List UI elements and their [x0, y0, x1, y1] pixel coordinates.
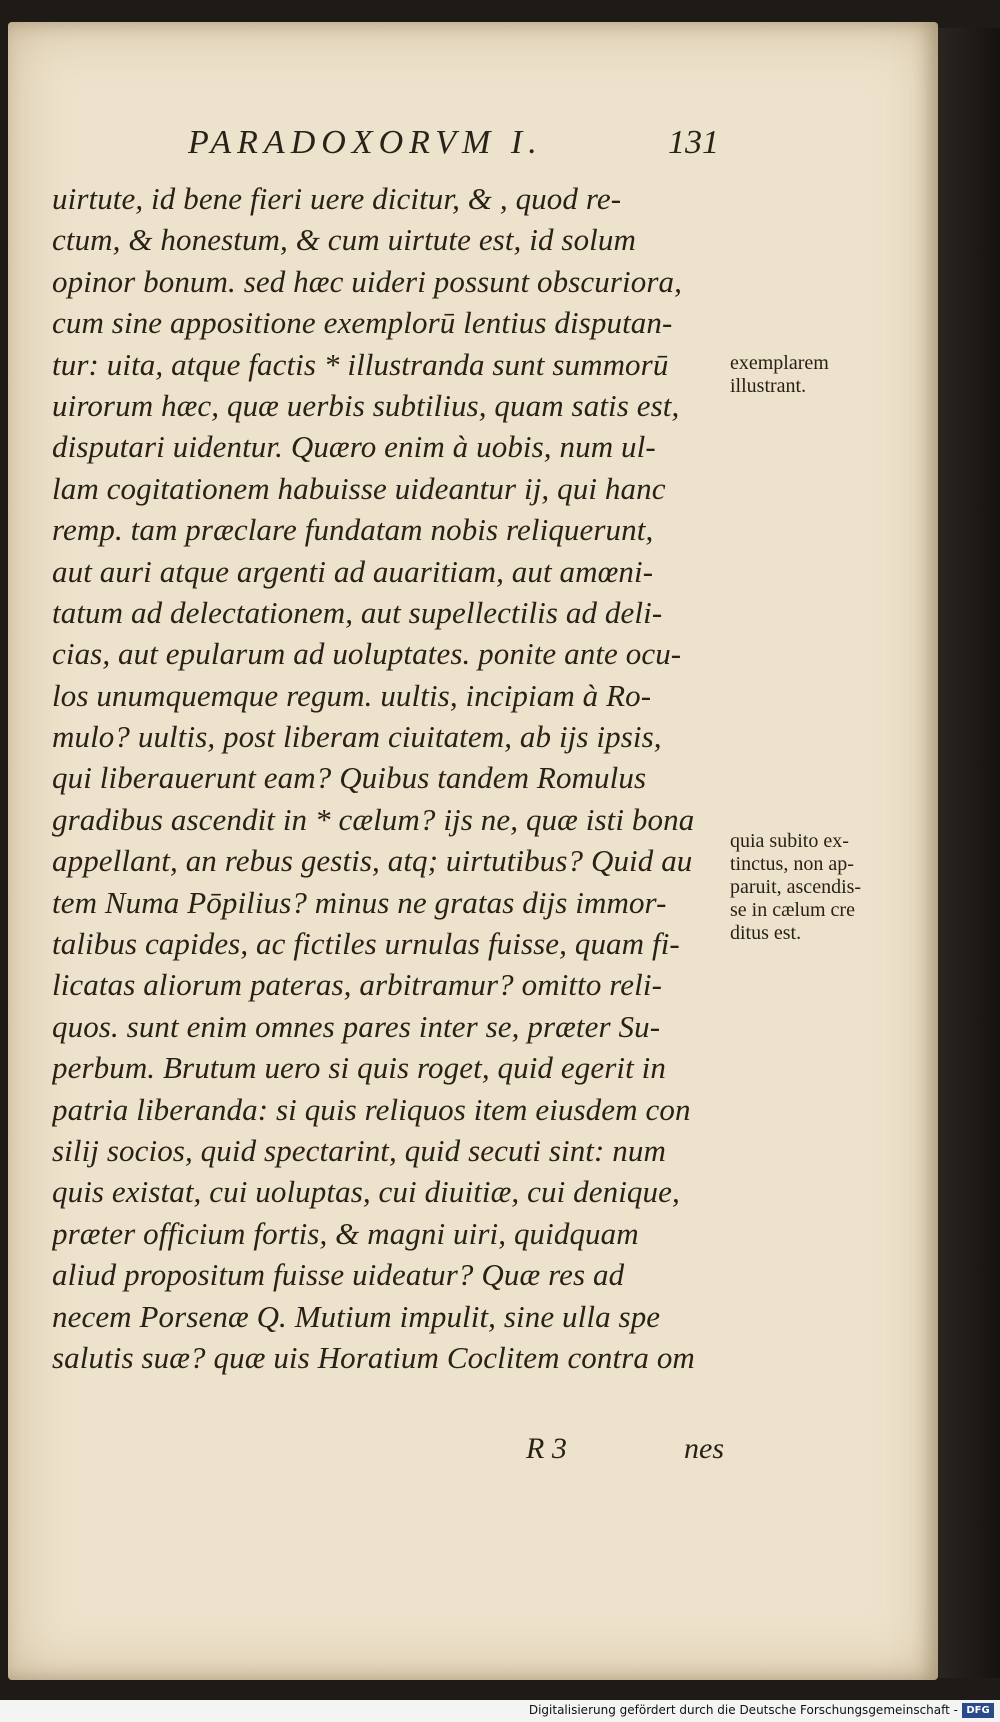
text-line: uirtute, id bene fieri uere dicitur, & , quod re-: [52, 181, 622, 216]
digitization-footer: [0, 1700, 1000, 1722]
margin-note: [730, 830, 930, 945]
text-line: silij socios, quid spectarint, quid secuti sint: num: [52, 1132, 666, 1168]
text-line: cias, aut epularum ad uoluptates. ponite ante ocu-: [52, 636, 682, 672]
text-line: præter officium fortis, & magni uiri, quidquam: [52, 1215, 639, 1251]
margin-note: [730, 352, 930, 398]
margin-note-line: se in cælum cre: [730, 899, 855, 921]
text-line: appellant, an rebus gestis, atq; uirtutibus? Quid au: [52, 843, 693, 879]
book-page: [8, 22, 938, 1680]
text-line: tatum ad delectationem, aut supellectilis ad deli-: [52, 594, 663, 630]
text-line: qui liberauerunt eam? Quibus tandem Romulus: [52, 760, 647, 796]
margin-note-line: tinctus, non ap-: [730, 853, 854, 875]
page-number: 131: [668, 124, 719, 161]
margin-note-line: illustrant.: [730, 375, 807, 397]
margin-note-line: quia subito ex-: [730, 830, 849, 852]
text-line: quis existat, cui uoluptas, cui diuitiæ, cui denique,: [52, 1174, 680, 1210]
catchword: nes: [684, 1432, 724, 1465]
text-line: cum sine appositione exemplorū lentius disputan-: [52, 305, 673, 341]
signature-mark: R 3: [526, 1432, 567, 1465]
text-line: quos. sunt enim omnes pares inter se, præter Su-: [52, 1008, 661, 1044]
text-line: tur: uita, atque factis * illustranda sunt summorū: [52, 346, 669, 382]
text-line: perbum. Brutum uero si quis roget, quid egerit in: [52, 1050, 666, 1086]
funding-credit: Digitalisierung gefördert durch die Deutsche Forschungsgemeinschaft -: [528, 1703, 958, 1717]
text-line: licatas aliorum pateras, arbitramur? omitto reli-: [52, 967, 662, 1003]
text-line: aliud propositum fuisse uideatur? Quæ res ad: [52, 1257, 625, 1293]
body-text: [52, 178, 722, 1378]
dfg-logo: DFG: [962, 1703, 994, 1718]
text-line: necem Porsenæ Q. Mutium impulit, sine ulla spe: [52, 1298, 661, 1334]
margin-note-line: paruit, ascendis-: [730, 876, 862, 898]
text-line: ctum, & honestum, & cum uirtute est, id solum: [52, 222, 636, 258]
text-line: uirorum hæc, quæ uerbis subtilius, quam satis est,: [52, 387, 680, 423]
text-line: remp. tam præclare fundatam nobis reliquerunt,: [52, 512, 654, 548]
text-line: opinor bonum. sed hæc uideri possunt obscuriora,: [52, 263, 682, 299]
text-line: aut auri atque argenti ad auaritiam, aut amœni-: [52, 553, 654, 589]
margin-note-line: exemplarem: [730, 352, 829, 374]
margin-note-line: ditus est.: [730, 922, 802, 944]
scan-background-edge: [938, 28, 1000, 1678]
text-line: mulo? uultis, post liberam ciuitatem, ab ijs ipsis,: [52, 719, 662, 755]
text-line: talibus capides, ac fictiles urnulas fuisse, quam fi-: [52, 926, 680, 962]
text-line: gradibus ascendit in * cælum? ijs ne, quæ isti bona: [52, 801, 695, 837]
text-line: tem Numa Pōpilius? minus ne gratas dijs immor-: [52, 884, 667, 920]
text-line: disputari uidentur. Quæro enim à uobis, num ul-: [52, 429, 656, 465]
page-header: [8, 112, 938, 172]
text-line: salutis suæ? quæ uis Horatium Coclitem contra om: [52, 1339, 695, 1375]
catchline: [8, 1432, 938, 1472]
text-line: lam cogitationem habuisse uideantur ij, qui hanc: [52, 470, 666, 506]
text-line: los unumquemque regum. uultis, incipiam à Ro-: [52, 677, 652, 713]
text-line: patria liberanda: si quis reliquos item eiusdem con: [52, 1091, 691, 1127]
running-title: PARADOXORVM I.: [188, 124, 543, 161]
